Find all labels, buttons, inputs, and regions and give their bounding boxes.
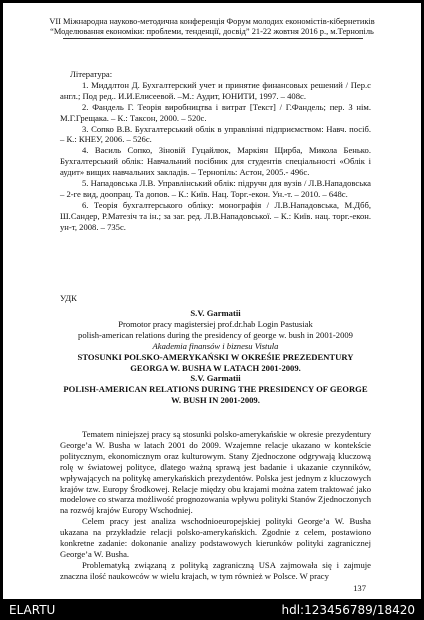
references-heading: Література: — [70, 69, 113, 79]
author-name: S.V. Garmatii — [190, 308, 241, 318]
repository-footer — [0, 600, 424, 620]
article-subtitle: polish-american relations during the presidency of george w. bush in 2001-2009 — [78, 329, 353, 340]
body-paragraph: Tematem niniejszej pracy są stosunki polsko-amerykańskie w okresie prezydentury George’a W. Busha w latach 2001 do 2009. Wzajemne relacje ukazano w kontekście politycznym, ekonomicznym oraz kulturowym. Stany Zjednoczone odgrywają kluczową rolę w światowej polityce, dlatego ważną sprawą jest badanie i ukazanie czynników, wpływających na politykę amerykańskich prezydentów. Polska jest jednym z kluczowych krajów tzw. Europy Środkowej. Relacje między obu krajami można zatem traktować jako modelowe co stwarza możliwość prognozowania wpływu polityki Stanów Zjednoczonych na rozwój krajów Europy Wschodniej. — [60, 429, 371, 516]
reference-item: 5. Нападовська Л.В. Управлінський облік: підручн для вузів / Л.В.Нападовська – 2-ге вид, доопрац. Та допов. – К.: Київ. Нац. Торг.-екон. Ун.-т. – 2010. – 648с. — [60, 178, 371, 199]
promotor-line: Promotor pracy magistersiej prof.dr.hab Login Pastusiak — [118, 318, 313, 329]
header-divider — [63, 38, 363, 39]
reference-item: 4. Василь Сопко, Зіновій Гуцайлюк, Маркіян Щирба, Микола Бенько. Бухгалтерський облік: Навчальний посібник для студентів спеціальності «Облік і аудит» вищих навчальних закладів. – Тернопіль: Астон, 2005.- 496с. — [60, 145, 371, 178]
article-body — [60, 429, 371, 582]
title-polish: STOSUNKI POLSKO-AMERYKAŃSKI W OKREŚIE PREZEDENTURY GEORGA W. BUSHA W LATACH 2001-2009. — [77, 351, 354, 373]
reference-item: 6. Теорія бухгалтерського обліку: монографія / Л.В.Нападовська, М.Дбб, Ш.Сандер, Р.Матезіч та ін.; за заг. ред. Л.В.Нападовської. – К.: Київ. нац. торг.-екон. ун-т, 2008. – 735с. — [60, 199, 371, 232]
udk-label: УДК — [60, 293, 77, 303]
references-section — [60, 69, 371, 233]
author-name-2: S.V. Garmatii — [190, 373, 241, 384]
body-paragraph: Celem pracy jest analiza wschodnioeuropejskiej polityki George’a W. Busha ukazana na przykładzie relacji polsko-amerykańskich. Zgodnie z celem, postawiono konkretne zadanie: dokonanie analizy podstawowych kierunków polityki zagranicznej George’a W. Busha. — [60, 516, 371, 559]
handle-id: hdl:123456789/18420 — [281, 603, 415, 617]
reference-item: 2. Фандель Г. Теорія виробництва і витрат [Текст] / Г.Фандель; пер. З нім. М.Г.Грещака. – К.: Таксон, 2000. – 520с. — [60, 101, 371, 123]
document-page — [3, 3, 421, 599]
article-heading-block — [60, 308, 371, 406]
repository-name: ELARTU — [9, 603, 56, 617]
reference-item: 1. Миддлтон Д. Бухгалтерский учет и принятие финансовых решений / Пер.с англ.; Под ред.. И.И.Елисеевой. –М.: Аудит, ЮНИТИ, 1997. – 408с. — [60, 79, 371, 101]
reference-item: 3. Сопко В.В. Бухгалтерський облік в управлінні підприємством: Навч. посіб. – К.: КНЕУ, 2006. – 526с. — [60, 123, 371, 145]
page-number: 137 — [353, 583, 366, 593]
academy-name: Akademia finansów i biznesu Vistula — [152, 340, 279, 351]
conference-header-line1: VII Міжнародна науково-методична конференція Форум молодих економістів-кібернетиків — [49, 17, 375, 26]
body-paragraph: Problematyką związaną z polityką zagraniczną USA zajmowała się i zajmuje znaczna ilość naukowców w wielu krajach, w tym również w Polsce. W pracy — [60, 559, 371, 581]
conference-header-line2: “Моделювання економіки: проблеми, тенденції, досвід” 21-22 жовтня 2016 р., м.Тернопіль — [50, 27, 374, 36]
title-english: POLISH-AMERICAN RELATIONS DURING THE PRESIDENCY OF GEORGE W. BUSH IN 2001-2009. — [63, 384, 368, 406]
